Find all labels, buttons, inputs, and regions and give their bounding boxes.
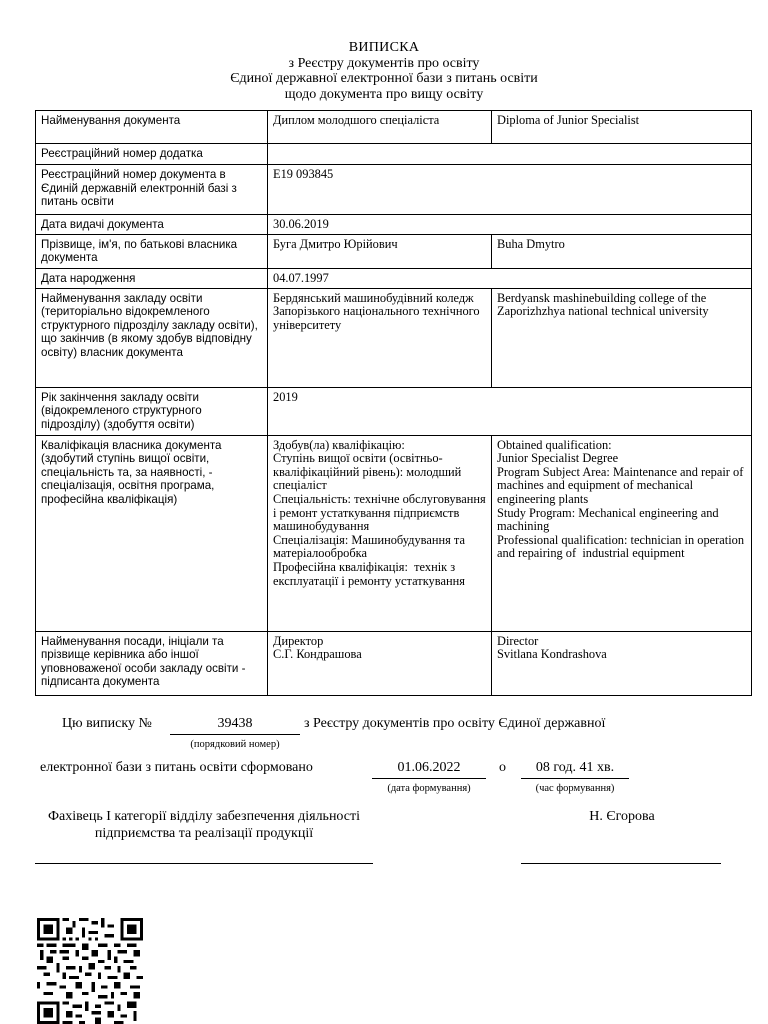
label-institution: Найменування закладу освіти (територіально відокремленого структурного підрозділу закладу освіти), що закінчив (в якому здобув відповідну освіту) власник документа — [36, 288, 268, 387]
row-signatory — [36, 631, 752, 695]
extract-number-underline — [170, 734, 300, 735]
value-institution-ua: Бердянський машинобудівний коледж Запорізького національного технічного університету — [268, 288, 492, 387]
row-graduation-year — [36, 387, 752, 435]
value-supplement-reg-number — [268, 144, 752, 165]
row-document-name — [36, 111, 752, 144]
value-issue-date: 30.06.2019 — [268, 215, 752, 235]
signatory-en-position: Director — [497, 633, 539, 648]
qualification-en-line: Obtained qualification: — [497, 437, 612, 452]
qr-code — [35, 918, 145, 1024]
label-issue-date: Дата видачі документа — [36, 215, 268, 235]
value-institution-en: Berdyansk mashinebuilding college of the Zaporizhzhya national technical university — [492, 288, 752, 387]
label-supplement-reg-number: Реєстраційний номер додатка — [36, 144, 268, 165]
label-graduation-year: Рік закінчення закладу освіти (відокремленого структурного підрозділу) (здобуття освіти) — [36, 387, 268, 435]
row-document-reg-number — [36, 165, 752, 215]
header-line-2: Єдиної державної електронної бази з питань освіти — [230, 71, 538, 86]
extract-text-formed: електронної бази з питань освіти сформовано — [40, 760, 313, 775]
extract-number-caption: (порядковий номер) — [190, 739, 280, 750]
formation-time-caption: (час формування) — [535, 783, 615, 794]
header-line-3: щодо документа про вищу освіту — [284, 86, 484, 102]
value-graduation-year: 2019 — [268, 387, 752, 435]
document-header — [0, 40, 768, 102]
registry-table — [35, 110, 752, 696]
row-birth-date — [36, 268, 752, 288]
signer-signature-line — [521, 863, 721, 864]
row-qualification — [36, 435, 752, 631]
row-institution — [36, 288, 752, 387]
value-qualification-en — [492, 435, 752, 631]
document-title: ВИПИСКА — [348, 40, 420, 55]
extract-number-prefix: Цю виписку № — [62, 716, 152, 731]
value-document-reg-number: E19 093845 — [268, 165, 752, 215]
qualification-en-line: Junior Specialist Degree — [497, 451, 619, 466]
formation-date: 01.06.2022 — [397, 760, 461, 775]
row-issue-date — [36, 215, 752, 235]
row-holder-name — [36, 234, 752, 268]
formation-date-underline — [372, 778, 486, 779]
value-holder-name-ua: Буга Дмитро Юрійович — [268, 234, 492, 268]
label-holder-name: Прізвище, ім'я, по батькові власника документа — [36, 234, 268, 268]
formation-time: 08 год. 41 хв. — [535, 760, 615, 775]
value-qualification-ua — [268, 435, 492, 631]
qualification-ua-line: Професійна кваліфікація: технік з експлуатації і ремонту устаткування — [273, 559, 465, 588]
label-signatory: Найменування посади, ініціали та прізвище керівника або іншої уповноваженої особи закладу освіти - підписанта документа — [36, 631, 268, 695]
label-document-name: Найменування документа — [36, 111, 268, 144]
value-signatory-en — [492, 631, 752, 695]
specialist-position: Фахівець I категорії відділу забезпечення діяльності підприємства та реалізації продукції — [47, 809, 361, 841]
signatory-ua-name: С.Г. Кондрашова — [273, 647, 362, 662]
value-holder-name-en: Buha Dmytro — [492, 234, 752, 268]
value-document-name-ua: Диплом молодшого спеціаліста — [268, 111, 492, 144]
extract-number: 39438 — [217, 716, 253, 731]
value-document-name-en: Diploma of Junior Specialist — [492, 111, 752, 144]
qualification-ua-line: Спеціалізація: Машинобудування та матеріалообробка — [273, 532, 469, 561]
specialist-name: Н. Єгорова — [589, 809, 655, 824]
value-signatory-ua — [268, 631, 492, 695]
formation-time-underline — [521, 778, 629, 779]
header-line-1: з Реєстру документів про освіту — [288, 55, 480, 71]
value-birth-date: 04.07.1997 — [268, 268, 752, 288]
qualification-en-line: Study Program: Mechanical engineering and machining — [497, 505, 722, 534]
label-birth-date: Дата народження — [36, 268, 268, 288]
qualification-ua-line: Здобув(ла) кваліфікацію: — [273, 437, 405, 452]
label-document-reg-number: Реєстраційний номер документа в Єдиній державній електронній базі з питань освіти — [36, 165, 268, 215]
qualification-en-line: Program Subject Area: Maintenance and repair of machines and equipment of mechanical engineering plants — [497, 464, 747, 506]
extract-text-registry: з Реєстру документів про освіту Єдиної державної — [304, 716, 606, 731]
qualification-ua-line: Ступінь вищої освіти (освітньо-кваліфікаційний рівень): молодший спеціаліст — [273, 451, 465, 493]
qualification-ua-line: Спеціальність: технічне обслуговування і ремонт устаткування підприємств машинобудування — [273, 491, 489, 534]
extract-text-at: о — [499, 760, 506, 775]
label-qualification: Кваліфікація власника документа (здобутий ступінь вищої освіти, спеціальність та, за наявності, - спеціалізація, освітня програма, професійна кваліфікація) — [36, 435, 268, 631]
row-supplement-reg-number — [36, 144, 752, 165]
qualification-en-line: Professional qualification: technician in operation and repairing of industrial equipment — [497, 532, 748, 561]
signatory-ua-position: Директор — [273, 633, 324, 648]
formation-date-caption: (дата формування) — [387, 783, 471, 794]
specialist-signature-line — [35, 863, 373, 864]
signatory-en-name: Svitlana Kondrashova — [497, 647, 607, 662]
